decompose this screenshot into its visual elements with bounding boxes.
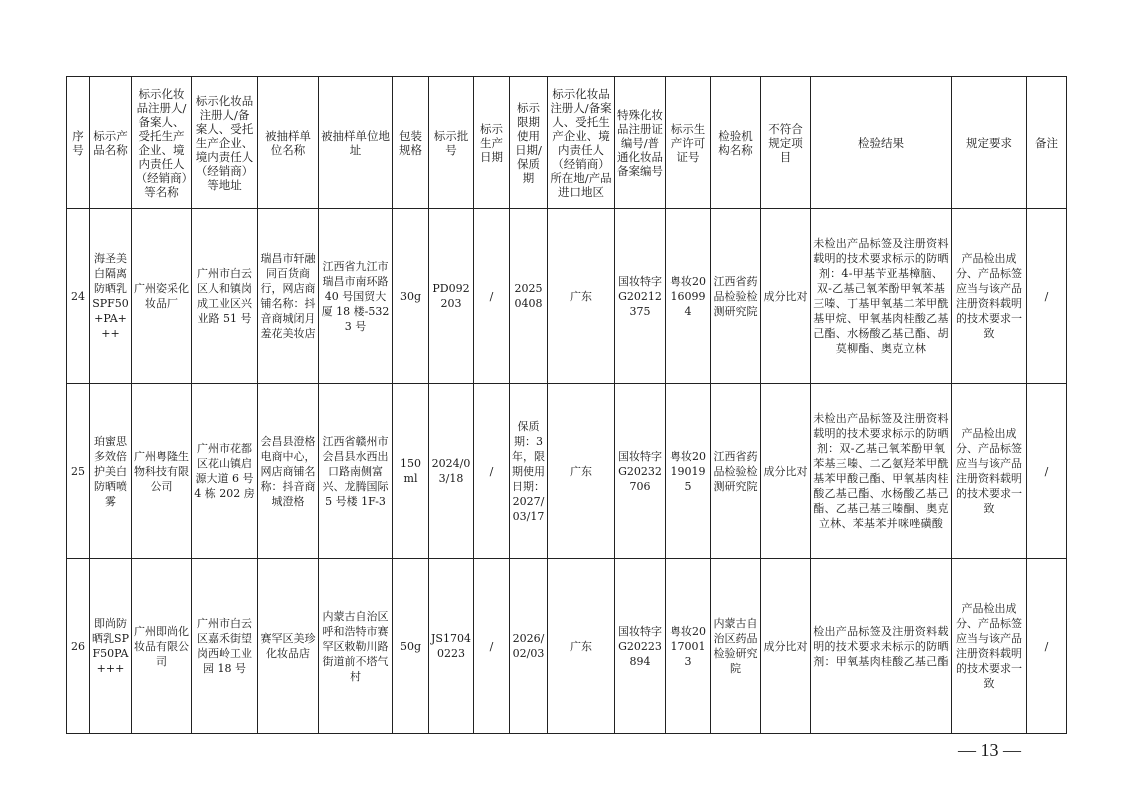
table-cell: 广东: [548, 559, 615, 734]
table-cell: 广州粤隆生物科技有限公司: [132, 384, 192, 559]
table-cell: 江西省赣州市会昌县水西出口路南侧富兴、龙腾国际 5 号楼 1F-3: [319, 384, 393, 559]
table-cell: 粤妆20160994: [666, 209, 711, 384]
table-cell: 24: [67, 209, 90, 384]
header-cell: 标示产品名称: [90, 77, 132, 209]
table-cell: /: [474, 559, 510, 734]
table-cell: /: [1027, 384, 1067, 559]
table-cell: 广东: [548, 209, 615, 384]
table-cell: 粤妆20170013: [666, 559, 711, 734]
header-cell: 标示化妆品注册人/备案人、受托生产企业、境内责任人（经销商）等名称: [132, 77, 192, 209]
table-cell: 成分比对: [761, 209, 811, 384]
table-cell: 内蒙古自治区呼和浩特市赛罕区敕勒川路街道前不塔气村: [319, 559, 393, 734]
table-cell: 未检出产品标签及注册资料载明的技术要求标示的防晒剂：双-乙基己氧苯酚甲氧苯基三嗪、二乙氨羟苯甲酰基苯甲酸己酯、甲氧基肉桂酸乙基己酯、水杨酸乙基己酯、乙基己基三嗪酮、奥克立林、苯基苯并咪唑磺酸: [811, 384, 952, 559]
header-cell: 检验机构名称: [711, 77, 761, 209]
table-cell: 广州姿采化妆品厂: [132, 209, 192, 384]
table-cell: /: [474, 384, 510, 559]
table-cell: 广州即尚化妆品有限公司: [132, 559, 192, 734]
page-number: — 13 —: [958, 740, 1021, 760]
table-cell: 150ml: [393, 384, 429, 559]
table-row: [67, 209, 1067, 384]
table-cell: 江西省药品检验检测研究院: [711, 209, 761, 384]
table-cell: 广州市白云区嘉禾街望岗西岭工业园 18 号: [192, 559, 258, 734]
table-row: [67, 384, 1067, 559]
table-cell: 广东: [548, 384, 615, 559]
header-cell: 标示生产日期: [474, 77, 510, 209]
table-cell: 瑞昌市轩融同百货商行，网店商铺名称：抖音商城闭月羞花美妆店: [258, 209, 319, 384]
table-cell: 2024/03/18: [429, 384, 474, 559]
inspection-table: [66, 76, 1067, 734]
header-cell: 标示化妆品注册人/备案人、受托生产企业、境内责任人（经销商）等地址: [192, 77, 258, 209]
table-cell: 保质期：3年，限期使用日期：2027/03/17: [510, 384, 548, 559]
table-cell: 产品检出成分、产品标签应当与该产品注册资料载明的技术要求一致: [952, 384, 1027, 559]
table-cell: 2026/02/03: [510, 559, 548, 734]
table-cell: 会昌县澄格电商中心，网店商铺名称：抖音商城澄格: [258, 384, 319, 559]
header-cell: 检验结果: [811, 77, 952, 209]
header-cell: 被抽样单位地址: [319, 77, 393, 209]
header-cell: 标示批号: [429, 77, 474, 209]
table-cell: 20250408: [510, 209, 548, 384]
table-cell: /: [474, 209, 510, 384]
table-cell: 海圣美白隔离防晒乳SPF50+PA+++: [90, 209, 132, 384]
table-cell: 50g: [393, 559, 429, 734]
table-cell: 未检出产品标签及注册资料载明的技术要求标示的防晒剂：4-甲基苄亚基樟脑、双-乙基己氧苯酚甲氧苯基三嗪、丁基甲氧基二苯甲酰基甲烷、甲氧基肉桂酸乙基己酯、水杨酸乙基己酯、胡莫柳酯、奥克立林: [811, 209, 952, 384]
table-cell: 国妆特字G20232706: [615, 384, 666, 559]
table-cell: 产品检出成分、产品标签应当与该产品注册资料载明的技术要求一致: [952, 559, 1027, 734]
table-row: [67, 559, 1067, 734]
table-cell: /: [1027, 209, 1067, 384]
table-cell: 产品检出成分、产品标签应当与该产品注册资料载明的技术要求一致: [952, 209, 1027, 384]
header-cell: 备注: [1027, 77, 1067, 209]
table-cell: PD092203: [429, 209, 474, 384]
table-cell: 内蒙古自治区药品检验研究院: [711, 559, 761, 734]
header-cell: 不符合规定项目: [761, 77, 811, 209]
table-cell: 25: [67, 384, 90, 559]
header-cell: 序号: [67, 77, 90, 209]
table-cell: 江西省药品检验检测研究院: [711, 384, 761, 559]
header-row: [67, 77, 1067, 209]
table-cell: 26: [67, 559, 90, 734]
table-cell: 赛罕区美珍化妆品店: [258, 559, 319, 734]
header-cell: 标示生产许可证号: [666, 77, 711, 209]
table-cell: 江西省九江市瑞昌市南环路 40 号国贸大厦 18 楼-5323 号: [319, 209, 393, 384]
table-cell: 即尚防晒乳SPF50PA+++: [90, 559, 132, 734]
header-cell: 标示化妆品注册人/备案人、受托生产企业、境内责任人（经销商）所在地/产品进口地区: [548, 77, 615, 209]
table-cell: 广州市白云区人和镇岗成工业区兴业路 51 号: [192, 209, 258, 384]
header-cell: 标示限期使用日期/保质期: [510, 77, 548, 209]
table-cell: 粤妆20190195: [666, 384, 711, 559]
header-cell: 被抽样单位名称: [258, 77, 319, 209]
table-cell: /: [1027, 559, 1067, 734]
table-cell: 30g: [393, 209, 429, 384]
table-cell: 检出产品标签及注册资料载明的技术要求未标示的防晒剂：甲氧基肉桂酸乙基己酯: [811, 559, 952, 734]
table-cell: 国妆特字G20212375: [615, 209, 666, 384]
table-cell: 成分比对: [761, 384, 811, 559]
header-cell: 包装规格: [393, 77, 429, 209]
header-cell: 特殊化妆品注册证编号/普通化妆品备案编号: [615, 77, 666, 209]
table-cell: 广州市花都区花山镇启源大道 6 号 4 栋 202 房: [192, 384, 258, 559]
header-cell: 规定要求: [952, 77, 1027, 209]
table-cell: 珀蜜思多效倍护美白防晒喷雾: [90, 384, 132, 559]
table-cell: 国妆特字G20223894: [615, 559, 666, 734]
table-cell: JS17040223: [429, 559, 474, 734]
table-cell: 成分比对: [761, 559, 811, 734]
